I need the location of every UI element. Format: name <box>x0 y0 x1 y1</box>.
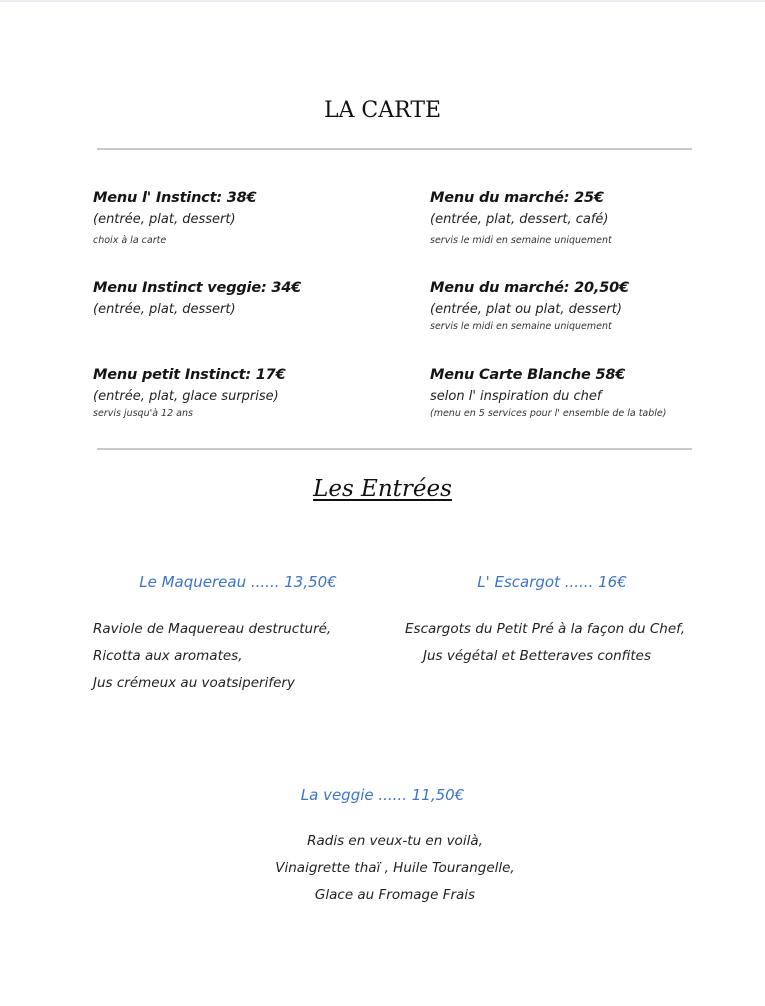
dish-desc-veggie <box>0 828 765 909</box>
dish-line: Glace au Fromage Frais <box>314 887 476 903</box>
menu-name: Menu petit Instinct: 17€ <box>93 367 286 383</box>
divider-middle <box>97 448 692 450</box>
menu-desc: (entrée, plat, dessert) <box>93 212 236 227</box>
dish-title-escargot: L' Escargot ...... 16€ <box>477 573 627 591</box>
menu-instinct <box>93 190 413 246</box>
menu-name: Menu l' Instinct: 38€ <box>93 190 257 206</box>
dish-line: Jus végétal et Betteraves confites <box>423 648 652 664</box>
dish-desc-escargot <box>405 616 685 670</box>
menu-desc: (entrée, plat, glace surprise) <box>93 389 279 404</box>
menu-desc: (entrée, plat, dessert) <box>93 302 236 317</box>
menu-note: (menu en 5 services pour l' ensemble de la table) <box>430 408 667 419</box>
menu-note: servis le midi en semaine uniquement <box>430 235 612 246</box>
menu-marche-2050 <box>430 280 750 332</box>
dish-desc-maquereau <box>93 616 331 697</box>
menu-desc: (entrée, plat ou plat, dessert) <box>430 302 622 317</box>
page-top-border <box>0 0 765 2</box>
menu-name: Menu Instinct veggie: 34€ <box>93 280 302 296</box>
menu-petit-instinct <box>93 367 413 419</box>
menu-name: Menu du marché: 20,50€ <box>430 280 629 296</box>
menu-desc: selon l' inspiration du chef <box>430 389 602 404</box>
dish-line: Raviole de Maquereau destructuré, <box>93 621 332 637</box>
dish-line: Ricotta aux aromates, <box>93 648 243 664</box>
menu-carte-blanche <box>430 367 750 419</box>
menu-instinct-veggie <box>93 280 413 317</box>
section-heading-text: Les Entrées <box>313 476 452 502</box>
menu-desc: (entrée, plat, dessert, café) <box>430 212 609 227</box>
menu-note: servis le midi en semaine uniquement <box>430 321 612 332</box>
dish-line: Escargots du Petit Pré à la façon du Chef, <box>405 621 685 637</box>
menu-name: Menu du marché: 25€ <box>430 190 604 206</box>
menu-name: Menu Carte Blanche 58€ <box>430 367 626 383</box>
menu-marche-25 <box>430 190 750 246</box>
dish-line: Vinaigrette thaï , Huile Tourangelle, <box>275 860 515 876</box>
dish-title-maquereau: Le Maquereau ...... 13,50€ <box>139 573 337 591</box>
page-title: LA CARTE <box>323 98 442 123</box>
menu-note: servis jusqu'à 12 ans <box>93 408 193 419</box>
dish-title-veggie: La veggie ...... 11,50€ <box>300 786 465 804</box>
section-heading-entrees <box>0 476 765 502</box>
menu-note: choix à la carte <box>93 235 167 246</box>
dish-line: Radis en veux-tu en voilà, <box>307 833 483 849</box>
dish-line: Jus crémeux au voatsiperifery <box>93 675 295 691</box>
divider-top <box>97 148 692 150</box>
